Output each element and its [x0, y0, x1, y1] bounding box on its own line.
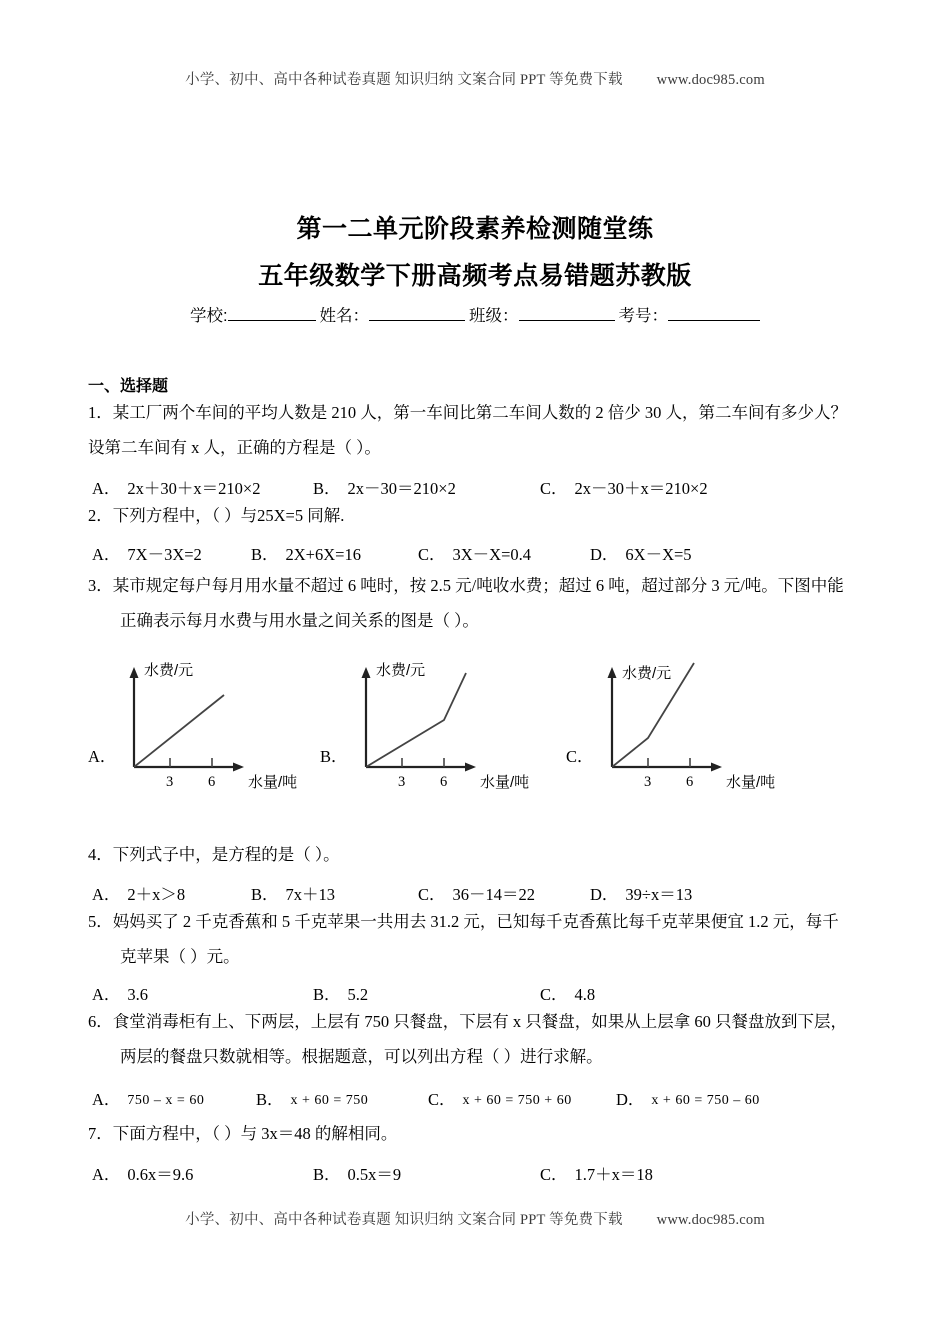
question-3-figure-row [88, 655, 888, 835]
question-4-option-c[interactable] [418, 881, 535, 905]
option-text: 6X－X=5 [625, 545, 692, 564]
page-title-sub: 五年级数学下册高频考点易错题苏教版 [258, 262, 692, 290]
option-text: 3X－X=0.4 [452, 545, 532, 564]
option-text: 3.6 [127, 985, 149, 1004]
question-2-option-d[interactable] [590, 541, 692, 565]
question-2-text-line1: 2．下列方程中，（ ）与25X=5 同解. [88, 506, 345, 525]
option-key: C． [540, 985, 568, 1004]
option-key: B． [313, 1165, 341, 1184]
question-1-text-line2: 设第二车间有 x 人，正确的方程是（ ）。 [88, 438, 381, 457]
option-key: C． [540, 479, 568, 498]
option-text: x + 60 = 750 + 60 [462, 1093, 572, 1108]
question-5-option-b[interactable] [313, 981, 368, 1005]
question-4-text-line1: 4．下列式子中，是方程的是（ ）。 [88, 845, 340, 864]
question-1-option-b[interactable] [313, 475, 456, 499]
option-text: 0.5x＝9 [347, 1165, 402, 1184]
page-title-main: 第一二单元阶段素养检测随堂练 [296, 215, 654, 243]
option-key: C． [540, 1165, 568, 1184]
option-key: B． [313, 479, 341, 498]
name-blank[interactable] [369, 305, 465, 321]
option-key: D． [616, 1090, 645, 1109]
footer-watermark [0, 1208, 950, 1229]
figure-b-key: B． [320, 747, 348, 766]
option-text: 2x－30＋x＝210×2 [574, 479, 708, 498]
question-3-figure-c[interactable] [566, 655, 828, 830]
option-key: A． [92, 885, 121, 904]
question-6-option-d[interactable] [616, 1086, 760, 1110]
option-text: 1.7＋x＝18 [574, 1165, 653, 1184]
question-6-option-b[interactable] [256, 1086, 368, 1110]
figure-c-tick-3: 3 [644, 774, 652, 790]
header-watermark [0, 68, 950, 89]
section-heading-choice: 一、选择题 [88, 378, 169, 395]
student-info-line [0, 302, 950, 326]
question-2-options [88, 541, 888, 565]
option-text: 2X+6X=16 [285, 545, 361, 564]
option-text: x + 60 = 750 [290, 1093, 369, 1108]
question-6-options [88, 1086, 888, 1110]
class-blank[interactable] [519, 305, 615, 321]
option-text: 0.6x＝9.6 [127, 1165, 194, 1184]
option-key: A． [92, 1165, 121, 1184]
figure-b-y-axis-label: 水费/元 [376, 662, 426, 679]
option-key: A． [92, 985, 121, 1004]
header-watermark-site: www.doc985.com [656, 72, 765, 88]
option-key: B． [256, 1090, 284, 1109]
figure-c-y-axis-label: 水费/元 [622, 665, 672, 682]
water-fee-graph-c [590, 655, 828, 830]
option-text: 2＋x＞8 [127, 885, 186, 904]
figure-a-tick-3: 3 [166, 774, 174, 790]
question-3-figure-b[interactable] [320, 655, 582, 830]
question-1-text-line1: 1．某工厂两个车间的平均人数是 210 人，第一车间比第二车间人数的 2 倍少 30 人，第二车间有多少人？ [88, 403, 847, 422]
question-7-options [88, 1161, 888, 1185]
class-label: 班级： [469, 307, 519, 325]
question-5-options [88, 981, 888, 1005]
option-key: D． [590, 545, 619, 564]
option-text: 750 – x = 60 [127, 1093, 205, 1108]
water-fee-graph-a [112, 655, 350, 830]
question-5-text-line1: 5．妈妈买了 2 千克香蕉和 5 千克苹果一共用去 31.2 元，已知每千克香蕉比每千克苹果便宜 1.2 元，每千 [88, 912, 839, 931]
question-4-option-b[interactable] [251, 881, 335, 905]
option-key: B． [251, 545, 279, 564]
option-key: C． [418, 885, 446, 904]
question-5-option-c[interactable] [540, 981, 595, 1005]
exam-no-label: 考号： [618, 307, 669, 325]
figure-b-tick-6: 6 [440, 774, 448, 790]
question-7-option-b[interactable] [313, 1161, 401, 1185]
question-6-text-line1: 6．食堂消毒柜有上、下两层，上层有 750 只餐盘，下层有 x 只餐盘，如果从上层拿 60 只餐盘放到下层， [88, 1012, 847, 1031]
question-4-options [88, 881, 888, 905]
question-7-option-a[interactable] [92, 1161, 193, 1185]
question-3-text-line1: 3．某市规定每户每月用水量不超过 6 吨时，按 2.5 元/吨收水费；超过 6 吨，超过部分 3 元/吨。下图中能 [88, 576, 844, 595]
figure-c-key: C． [566, 747, 594, 766]
question-2-option-a[interactable] [92, 541, 202, 565]
option-key: D． [590, 885, 619, 904]
figure-a-key: A． [88, 747, 117, 766]
question-2-option-c[interactable] [418, 541, 531, 565]
question-3-figure-a[interactable] [88, 655, 350, 830]
figure-b-tick-3: 3 [398, 774, 406, 790]
question-4-option-a[interactable] [92, 881, 185, 905]
water-fee-graph-b [344, 655, 582, 830]
option-key: B． [251, 885, 279, 904]
question-6-option-c[interactable] [428, 1086, 572, 1110]
name-label: 姓名： [319, 307, 370, 325]
exam-no-blank[interactable] [668, 305, 760, 321]
question-7-text-line1: 7．下面方程中，（ ）与 3x＝48 的解相同。 [88, 1124, 398, 1143]
question-3-text-line2: 正确表示每月水费与用水量之间关系的图是（ ）。 [120, 611, 479, 630]
option-text: 2x－30＝210×2 [347, 479, 456, 498]
header-watermark-text: 小学、初中、高中各种试卷真题 知识归纳 文案合同 PPT 等免费下载 [185, 72, 623, 88]
figure-a-y-axis-label: 水费/元 [144, 662, 194, 679]
figure-c-tick-6: 6 [686, 774, 694, 790]
question-6-option-a[interactable] [92, 1086, 204, 1110]
figure-a-tick-6: 6 [208, 774, 216, 790]
question-4-option-d[interactable] [590, 881, 692, 905]
question-1-options [88, 475, 888, 499]
question-1-option-c[interactable] [540, 475, 708, 499]
question-2-option-b[interactable] [251, 541, 361, 565]
option-key: C． [428, 1090, 456, 1109]
question-5-option-a[interactable] [92, 981, 148, 1005]
option-key: B． [313, 985, 341, 1004]
option-key: A． [92, 1090, 121, 1109]
option-text: 39÷x＝13 [625, 885, 693, 904]
option-text: 7X－3X=2 [127, 545, 202, 564]
figure-a-x-axis-label: 水量/吨 [248, 774, 298, 791]
footer-watermark-text: 小学、初中、高中各种试卷真题 知识归纳 文案合同 PPT 等免费下载 [185, 1212, 623, 1228]
option-text: 4.8 [574, 985, 596, 1004]
option-key: C． [418, 545, 446, 564]
option-text: 36－14＝22 [452, 885, 536, 904]
school-blank[interactable] [228, 305, 316, 321]
question-7-option-c[interactable] [540, 1161, 653, 1185]
option-text: x + 60 = 750 – 60 [651, 1093, 760, 1108]
question-6-text-line2: 两层的餐盘只数就相等。根据题意，可以列出方程（ ）进行求解。 [120, 1047, 603, 1066]
figure-c-x-axis-label: 水量/吨 [726, 774, 776, 791]
option-key: A． [92, 545, 121, 564]
footer-watermark-site: www.doc985.com [656, 1212, 765, 1228]
question-5-text-line2: 克苹果（ ）元。 [120, 947, 240, 966]
option-key: A． [92, 479, 121, 498]
figure-b-x-axis-label: 水量/吨 [480, 774, 530, 791]
question-1-option-a[interactable] [92, 475, 260, 499]
option-text: 2x＋30＋x＝210×2 [127, 479, 261, 498]
school-label: 学校: [189, 307, 228, 325]
option-text: 7x＋13 [285, 885, 336, 904]
option-text: 5.2 [347, 985, 369, 1004]
